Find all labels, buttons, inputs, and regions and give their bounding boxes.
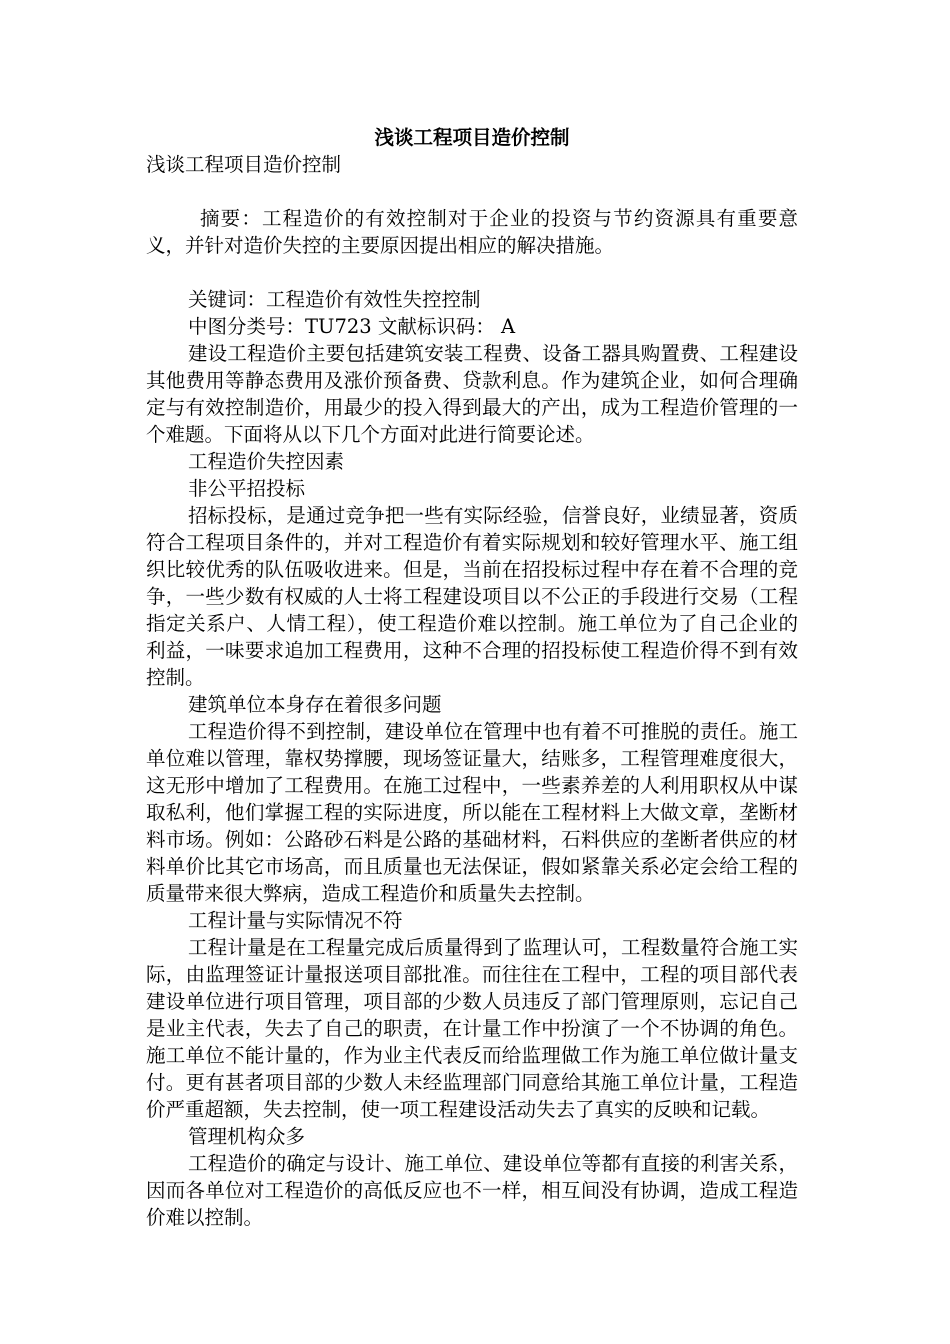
classification-line: 中图分类号：TU723 文献标识码： A bbox=[188, 315, 516, 338]
intro-paragraph: 建设工程造价主要包括建筑安装工程费、设备工器具购置费、工程建设其他费用等静态费用及涨价预备费、贷款利息。作为建筑企业，如何合理确定与有效控制造价，用最少的投入得到最大的产出，成为工程造价管理的一个难题。下面将从以下几个方面对此进行简要论述。 bbox=[146, 342, 798, 446]
paragraph-measurement-mismatch: 工程计量是在工程量完成后质量得到了监理认可，工程数量符合施工实际，由监理签证计量报送项目部批准。而往往在工程中，工程的项目部代表建设单位进行项目管理，项目部的少数人员违反了部门管理原则，忘记自己是业主代表，失去了自己的职责，在计量工作中扮演了一个不协调的角色。施工单位不能计量的，作为业主代表反而给监理做工作为施工单位做计量支付。更有甚者项目部的少数人未经监理部门同意给其施工单位计量，工程造价严重超额，失去控制，使一项工程建设活动失去了真实的反映和记载。 bbox=[146, 936, 798, 1121]
document-title: 浅谈工程项目造价控制 bbox=[374, 126, 570, 149]
paragraph-unfair-bidding: 招标投标，是通过竞争把一些有实际经验，信誉良好，业绩显著，资质符合工程项目条件的，并对工程造价有着实际规划和较好管理水平、施工组织比较优秀的队伍吸收进来。但是，当前在招投标过程中存在着不合理的竞争，一些少数有权威的人士将工程建设项目以不公正的手段进行交易（工程指定关系户、人情工程），使工程造价难以控制。施工单位为了自己企业的利益，一味要求追加工程费用，这种不合理的招投标使工程造价得不到有效控制。 bbox=[146, 504, 798, 689]
section-heading-cost-out-of-control: 工程造价失控因素 bbox=[188, 450, 345, 473]
abstract-paragraph: 摘要：工程造价的有效控制对于企业的投资与节约资源具有重要意义，并针对造价失控的主要原因提出相应的解决措施。 bbox=[146, 207, 798, 257]
document-subtitle: 浅谈工程项目造价控制 bbox=[146, 153, 342, 176]
subsection-heading-measurement-mismatch: 工程计量与实际情况不符 bbox=[188, 909, 403, 932]
subsection-heading-builder-problems: 建筑单位本身存在着很多问题 bbox=[188, 693, 442, 716]
paragraph-many-agencies: 工程造价的确定与设计、施工单位、建设单位等都有直接的利害关系，因而各单位对工程造价的高低反应也不一样，相互间没有协调，造成工程造价难以控制。 bbox=[146, 1152, 798, 1229]
keywords-line: 关键词：工程造价有效性失控控制 bbox=[188, 288, 481, 311]
subsection-heading-unfair-bidding: 非公平招投标 bbox=[188, 477, 306, 500]
subsection-heading-many-agencies: 管理机构众多 bbox=[188, 1125, 306, 1148]
paragraph-builder-problems: 工程造价得不到控制，建设单位在管理中也有着不可推脱的责任。施工单位难以管理，靠权势撑腰，现场签证量大，结账多，工程管理难度很大，这无形中增加了工程费用。在施工过程中，一些素养差的人利用职权从中谋取私利，他们掌握工程的实际进度，所以能在工程材料上大做文章，垄断材料市场。例如：公路砂石料是公路的基础材料，石料供应的垄断者供应的材料单价比其它市场高，而且质量也无法保证，假如紧靠关系必定会给工程的质量带来很大弊病，造成工程造价和质量失去控制。 bbox=[146, 720, 798, 905]
